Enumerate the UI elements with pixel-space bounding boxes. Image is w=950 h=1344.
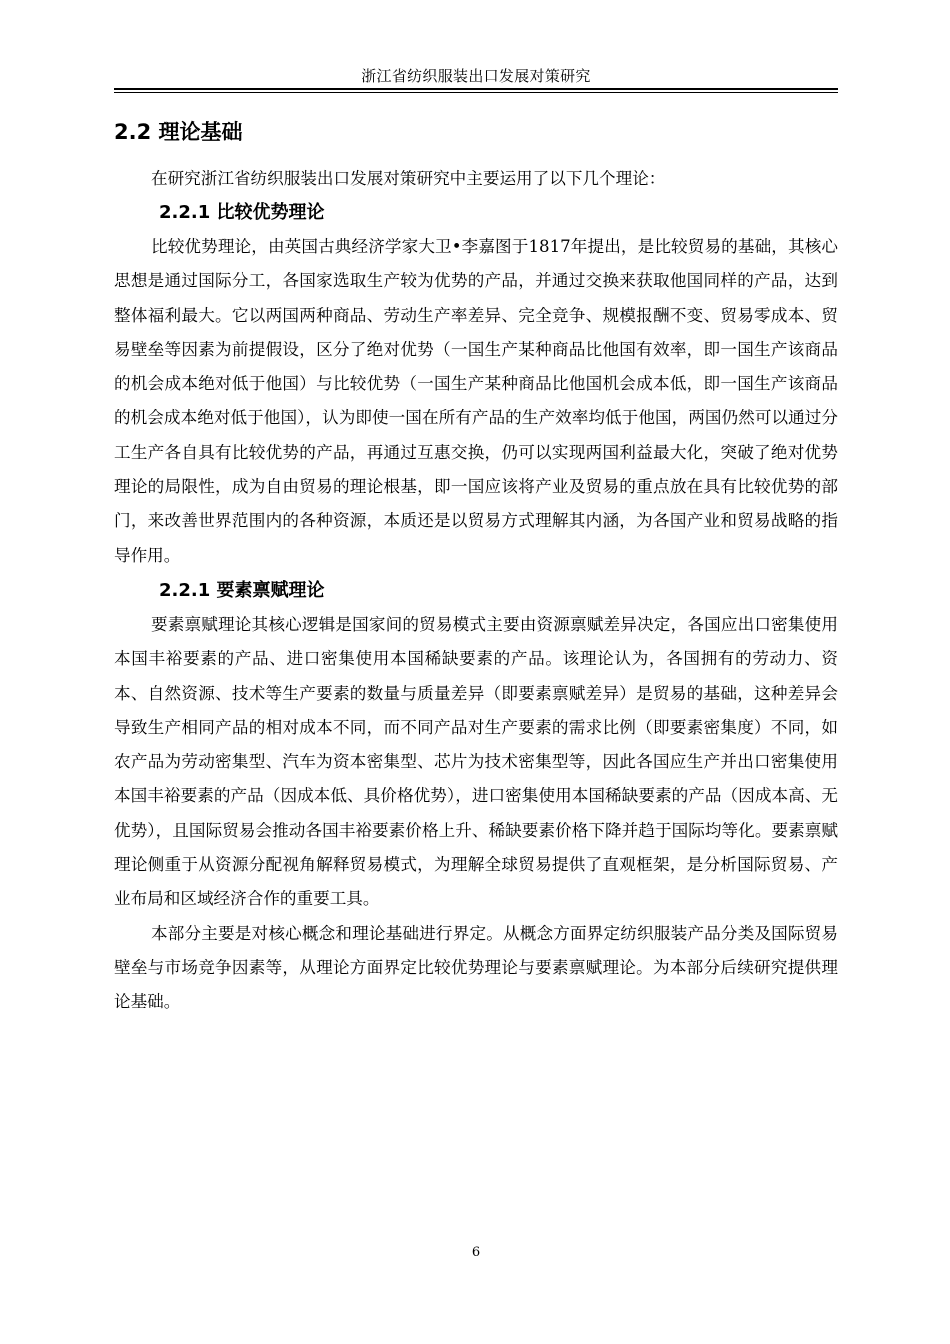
subsection-heading-factor-endowment: 2.2.1 要素禀赋理论 xyxy=(159,579,325,601)
section-heading: 2.2 理论基础 xyxy=(114,120,243,144)
body-text xyxy=(114,116,838,1020)
section-intro: 在研究浙江省纺织服装出口发展对策研究中主要运用了以下几个理论： xyxy=(151,169,666,188)
running-header: 浙江省纺织服装出口发展对策研究 xyxy=(361,67,591,85)
paragraph-summary: 本部分主要是对核心概念和理论基础进行界定。从概念方面界定纺织服装产品分类及国际贸易壁垒与市场竞争因素等，从理论方面界定比较优势理论与要素禀赋理论。为本部分后续研究提供理论基础。 xyxy=(114,923,838,1012)
paragraph-comparative-advantage: 比较优势理论，由英国古典经济学家大卫•李嘉图于1817年提出，是比较贸易的基础，其核心思想是通过国际分工，各国家选取生产较为优势的产品，并通过交换来获取他国同样的产品，达到整体福利最大。它以两国两种商品、劳动生产率差异、完全竞争、规模报酬不变、贸易零成本、贸易壁垒等因素为前提假设，区分了绝对优势（一国生产某种商品比他国有效率，即一国生产该商品的机会成本绝对低于他国）与比较优势（一国生产某种商品比他国机会成本低，即一国生产该商品的机会成本绝对低于他国），认为即使一国在所有产品的生产效率均低于他国，两国仍然可以通过分工生产各自具有比较优势的产品，再通过互惠交换，仍可以实现两国利益最大化，突破了绝对优势理论的局限性，成为自由贸易的理论根基，即一国应该将产业及贸易的重点放在具有比较优势的部门，来改善世界范围内的各种资源，本质还是以贸易方式理解其内涵，为各国产业和贸易战略的指导作用。 xyxy=(114,237,838,565)
header-rule xyxy=(114,88,838,90)
page-number: 6 xyxy=(471,1245,481,1260)
subsection-heading-comparative-advantage: 2.2.1 比较优势理论 xyxy=(159,202,325,223)
paragraph-factor-endowment: 要素禀赋理论其核心逻辑是国家间的贸易模式主要由资源禀赋差异决定，各国应出口密集使用本国丰裕要素的产品、进口密集使用本国稀缺要素的产品。该理论认为，各国拥有的劳动力、资本、自然资源、技术等生产要素的数量与质量差异（即要素禀赋差异）是贸易的基础，这种差异会导致生产相同产品的相对成本不同，而不同产品对生产要素的需求比例（即要素密集度）不同，如农产品为劳动密集型、汽车为资本密集型、芯片为技术密集型等，因此各国应生产并出口密集使用本国丰裕要素的产品（因成本低、具价格优势），进口密集使用本国稀缺要素的产品（因成本高、无优势），且国际贸易会推动各国丰裕要素价格上升、稀缺要素价格下降并趋于国际均等化。要素禀赋理论侧重于从资源分配视角解释贸易模式，为理解全球贸易提供了直观框架，是分析国际贸易、产业布局和区域经济合作的重要工具。 xyxy=(114,614,838,909)
header-rule-secondary xyxy=(114,92,838,93)
